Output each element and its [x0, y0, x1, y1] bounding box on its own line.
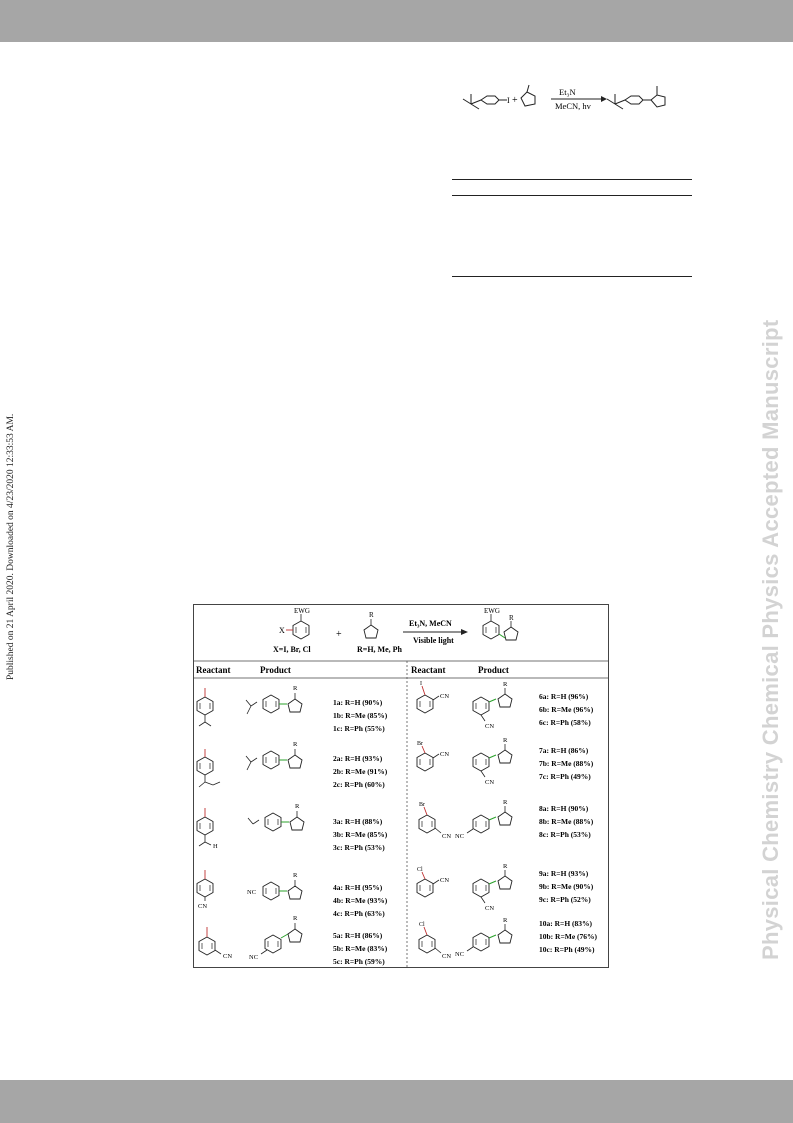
condition-top: Et₃N, MeCN: [409, 619, 452, 628]
left-row-3: [197, 803, 304, 850]
yield-6c: 6c: R=Ph (58%): [539, 718, 591, 727]
reaction-scheme-small: [455, 84, 695, 132]
r-label: R: [295, 803, 300, 810]
cn-label: CN: [442, 833, 452, 840]
halo-label: I: [420, 681, 422, 687]
right-product-header: Product: [478, 665, 509, 675]
left-reactant-header: Reactant: [196, 665, 231, 675]
r-label: R: [293, 741, 298, 748]
cn-label: CN: [485, 905, 495, 912]
r-label: R: [503, 917, 508, 924]
ewg-label: EWG: [294, 607, 310, 615]
r-label: R: [503, 681, 508, 688]
product-r: R: [509, 614, 514, 622]
right-row-8: [419, 799, 512, 840]
scheme-plus: +: [512, 95, 518, 106]
yield-3a: 3a: R=H (88%): [333, 817, 383, 826]
yield-6a: 6a: R=H (96%): [539, 692, 589, 701]
halo-label: Cl: [419, 922, 425, 928]
yield-1a: 1a: R=H (90%): [333, 698, 383, 707]
yield-10c: 10c: R=Ph (49%): [539, 945, 595, 954]
cn-label: CN: [442, 953, 452, 960]
right-row-6: [417, 681, 512, 730]
pyrrole-r: R: [369, 611, 374, 619]
right-row-10: [419, 917, 512, 960]
iodo-label: I: [507, 96, 510, 105]
left-product-header: Product: [260, 665, 291, 675]
scheme-reagent-top: Et₃N: [559, 87, 576, 97]
general-reaction-scheme: [273, 607, 518, 654]
yield-10a: 10a: R=H (83%): [539, 919, 593, 928]
yield-1b: 1b: R=Me (85%): [333, 711, 388, 720]
cn-label: CN: [440, 751, 450, 758]
yield-9b: 9b: R=Me (90%): [539, 882, 594, 891]
left-row-4: [197, 870, 302, 910]
halide-label: X: [279, 626, 285, 635]
right-reactant-header: Reactant: [411, 665, 446, 675]
footer-bar: [0, 1080, 793, 1123]
nc-label: NC: [247, 889, 257, 896]
nc-label: NC: [455, 951, 465, 958]
yield-4a: 4a: R=H (95%): [333, 883, 383, 892]
header-plus: +: [336, 629, 342, 640]
yield-9c: 9c: R=Ph (52%): [539, 895, 591, 904]
halide-options: X=I, Br, Cl: [273, 645, 311, 654]
table-bottom-rule: [452, 276, 692, 277]
cn-label: CN: [485, 723, 495, 730]
header-bar: [0, 0, 793, 42]
r-label: R: [293, 915, 298, 922]
yield-7a: 7a: R=H (86%): [539, 746, 589, 755]
yield-7c: 7c: R=Ph (49%): [539, 772, 591, 781]
yield-1c: 1c: R=Ph (55%): [333, 724, 385, 733]
nc-label: NC: [455, 833, 465, 840]
yield-2c: 2c: R=Ph (60%): [333, 780, 385, 789]
r-label: R: [503, 737, 508, 744]
publication-note: [6, 380, 16, 680]
yield-8c: 8c: R=Ph (53%): [539, 830, 591, 839]
r-label: R: [293, 872, 298, 879]
condition-bottom: Visible light: [413, 636, 454, 645]
h-label: H: [213, 843, 218, 850]
r-label: R: [293, 685, 298, 692]
pyrrole-options: R=H, Me, Ph: [357, 645, 402, 654]
journal-watermark: [758, 160, 788, 960]
left-row-1: [197, 685, 302, 726]
cn-label: CN: [440, 693, 450, 700]
cn-label: CN: [485, 779, 495, 786]
left-row-2: [197, 741, 302, 787]
r-label: R: [503, 863, 508, 870]
halo-label: Br: [417, 741, 423, 747]
right-row-9: [417, 863, 512, 912]
yield-10b: 10b: R=Me (76%): [539, 932, 598, 941]
yield-4c: 4c: R=Ph (63%): [333, 909, 385, 918]
yield-8a: 8a: R=H (90%): [539, 804, 589, 813]
yield-8b: 8b: R=Me (88%): [539, 817, 594, 826]
product-ewg: EWG: [484, 607, 500, 615]
cn-label: CN: [198, 903, 208, 910]
publication-note-text: Published on 21 April 2020. Downloaded on 4/23/2020 12:33:53 AM.: [6, 413, 16, 680]
cn-label: CN: [223, 953, 233, 960]
journal-watermark-text: Physical Chemistry Chemical Physics Accepted Manuscript: [758, 319, 783, 960]
nc-label: NC: [249, 954, 259, 961]
yield-9a: 9a: R=H (93%): [539, 869, 589, 878]
r-label: R: [503, 799, 508, 806]
yield-2b: 2b: R=Me (91%): [333, 767, 388, 776]
halo-label: Cl: [417, 867, 423, 873]
yield-2a: 2a: R=H (93%): [333, 754, 383, 763]
cn-label: CN: [440, 877, 450, 884]
halo-label: Br: [419, 802, 425, 808]
table-header-rule: [452, 195, 692, 196]
substrate-scope-figure: [193, 604, 609, 968]
yield-3c: 3c: R=Ph (53%): [333, 843, 385, 852]
yield-3b: 3b: R=Me (85%): [333, 830, 388, 839]
right-row-7: [417, 737, 512, 786]
yield-5c: 5c: R=Ph (59%): [333, 957, 385, 966]
yield-4b: 4b: R=Me (93%): [333, 896, 388, 905]
yield-6b: 6b: R=Me (96%): [539, 705, 594, 714]
yield-7b: 7b: R=Me (88%): [539, 759, 594, 768]
left-row-5: [199, 915, 302, 961]
yield-5a: 5a: R=H (86%): [333, 931, 383, 940]
scheme-reagent-bottom: MeCN, hv: [555, 101, 591, 111]
yield-5b: 5b: R=Me (83%): [333, 944, 388, 953]
table-top-rule: [452, 179, 692, 180]
